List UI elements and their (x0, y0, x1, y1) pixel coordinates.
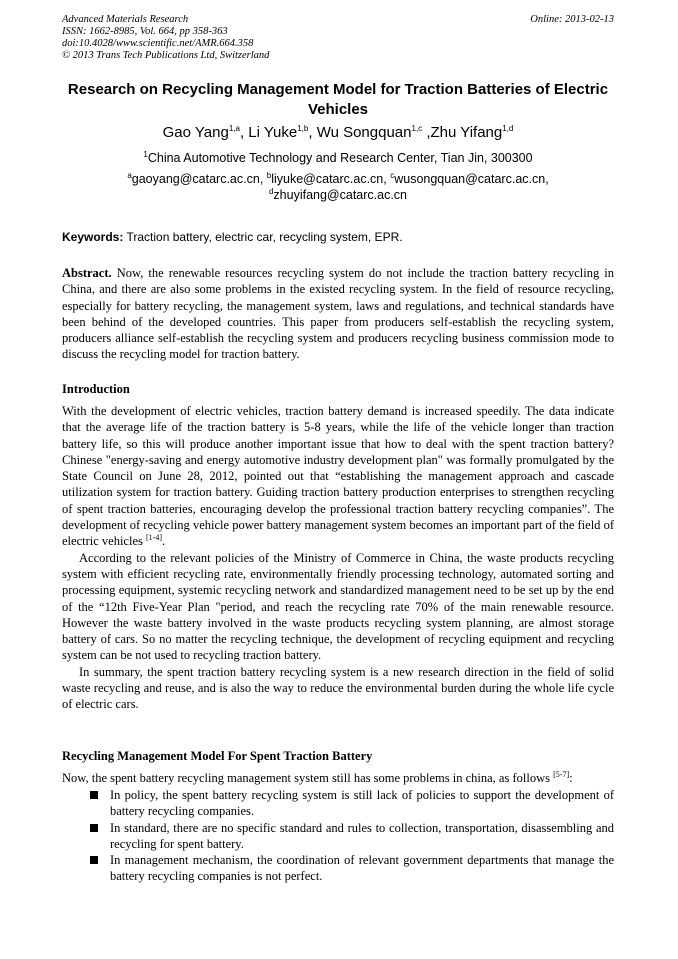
author-name: Zhu Yifang (430, 124, 503, 141)
model-section-heading: Recycling Management Model For Spent Traction Battery (62, 749, 373, 763)
affiliation-sup: 1 (143, 149, 148, 159)
paragraph: In summary, the spent traction battery recycling system is a new research direction in the field of solid waste recycling and reuse, and is also the way to reduce the environmental burden during the whole life cycle of electric cars. (62, 664, 614, 712)
author-sup: 1,a (228, 124, 240, 133)
list-item-text: In standard, there are no specific standard and rules to collection, transportation, disassembling and recycling for spent battery. (110, 820, 614, 851)
journal-issn: ISSN: 1662-8985, Vol. 664, pp 358-363 (62, 26, 228, 37)
author-sup: 1,c (411, 124, 423, 133)
email-sup: a (127, 170, 132, 180)
list-item (62, 787, 614, 820)
paragraph-text: Now, the spent battery recycling management system still has some problems in china, as follows (62, 771, 550, 785)
citation: [1-4] (145, 533, 162, 543)
list-item-text: In policy, the spent battery recycling system is still lack of policies to support the development of battery recycling companies. (110, 788, 614, 819)
abstract-label: Abstract. (62, 266, 112, 280)
paragraph-end: . (161, 534, 166, 549)
citation: [5-7] (553, 769, 570, 779)
model-section-intro (62, 770, 614, 786)
journal-name: Advanced Materials Research (62, 14, 189, 25)
introduction-heading: Introduction (62, 382, 130, 396)
keywords-text: Traction battery, electric car, recycling system, EPR. (126, 230, 403, 244)
journal-doi: doi:10.4028/www.scientific.net/AMR.664.358 (62, 38, 254, 49)
journal-copyright: © 2013 Trans Tech Publications Ltd, Switzerland (62, 50, 270, 61)
author-sup: 1,b (297, 124, 309, 133)
list-item (62, 852, 614, 885)
affiliation (62, 150, 614, 166)
keywords (62, 230, 614, 245)
email-sep: , (545, 172, 549, 186)
author-name: Gao Yang (162, 124, 229, 141)
paragraph-text: With the development of electric vehicles, traction battery demand is increased speedily. The data indicate that the average life of the traction battery is 5-8 years, while the life of the vehicle longer than traction battery life, so this will produce another important issue that how to deal with the spent traction battery? Chinese "energy-saving and energy automotive industry development plan" was formally promulgated by the State Council on June 28, 2012, pointed out that “establishing the management approach and cascade utilization system for traction battery. Guiding traction battery production enterprises to strengthen recycling of spent traction batteries, encouraging develop the professional traction battery recycling companies”. The development of recycling vehicle power battery management system becomes an important part of the field of electric vehicles (62, 404, 614, 549)
author-sep: , (239, 124, 249, 141)
problem-list (62, 787, 614, 885)
email-address[interactable]: zhuyifang@catarc.ac.cn (273, 188, 408, 202)
paragraph-end: : (569, 771, 573, 785)
author-sep: , (308, 124, 317, 141)
email-sep: , (259, 172, 267, 186)
introduction-body (62, 403, 614, 713)
author-name: Li Yuke (248, 124, 298, 141)
online-date: Online: 2013-02-13 (530, 14, 614, 25)
affiliation-text: China Automotive Technology and Research Center, Tian Jin, 300300 (147, 151, 533, 165)
paper-title: Research on Recycling Management Model for Traction Batteries of Electric Vehicles (67, 81, 609, 118)
abstract (62, 265, 614, 363)
email-address[interactable]: liyuke@catarc.ac.cn (271, 172, 384, 186)
abstract-text: Now, the renewable resources recycling system do not include the traction battery recycling in China, and there are also some problems in the existed recycling system. In the field of resource recycling, especially for battery recycling, the management system, laws and regulations, and technical standards have been behind of the developed countries. This paper from producers self-establish the recycling system, producers alliance self-establish the recycling system and producers recycling business commission mode to discuss the recycling model for traction battery. (62, 266, 615, 362)
email-list (62, 171, 614, 203)
email-sup: c (390, 170, 395, 180)
author-sep: , (422, 124, 431, 141)
square-bullet-icon (90, 824, 98, 832)
email-sup: d (268, 186, 274, 196)
paragraph: According to the relevant policies of the Ministry of Commerce in China, the waste products recycling system with efficient recycling rate, environmentally friendly processing technology, automated sorting and processing equipment, systemic recycling network and standardized management need to be set up by the end of the “12th Five-Year Plan "period, and reach the recycling rate 70% of the main renewable resource. However the waste battery involved in the waste products recycling system planning, are almost storage battery of cars. So no matter the recycling technique, the development of recycling equipment and recycling system can be not used to recycling traction battery. (62, 550, 614, 663)
list-item (62, 820, 614, 853)
square-bullet-icon (90, 856, 98, 864)
paragraph (62, 403, 614, 550)
email-address[interactable]: wusongquan@catarc.ac.cn (394, 172, 546, 186)
email-sup: b (266, 170, 272, 180)
author-list (62, 123, 614, 143)
email-address[interactable]: gaoyang@catarc.ac.cn (131, 172, 260, 186)
square-bullet-icon (90, 791, 98, 799)
author-sup: 1,d (502, 124, 514, 133)
email-sep: , (383, 172, 391, 186)
keywords-label: Keywords: (62, 230, 124, 244)
journal-header (62, 14, 614, 62)
author-name: Wu Songquan (316, 124, 412, 141)
list-item-text: In management mechanism, the coordination of relevant government departments that manage the battery recycling companies is not perfect. (110, 853, 614, 884)
